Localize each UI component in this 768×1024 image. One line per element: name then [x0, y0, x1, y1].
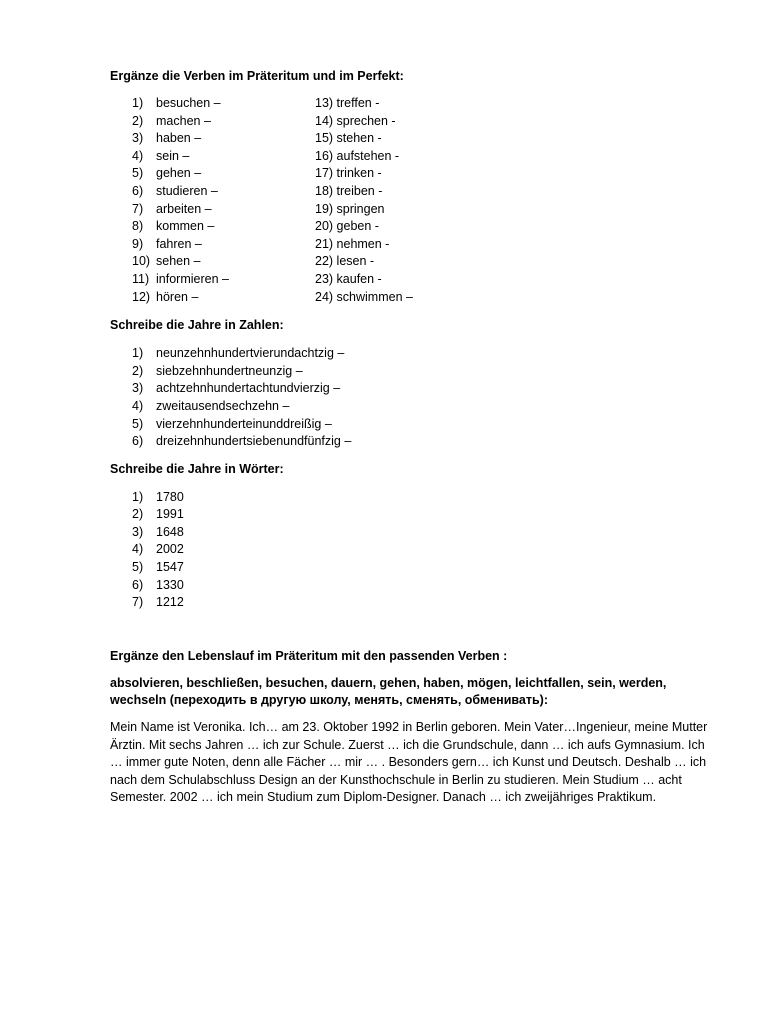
list-item — [110, 594, 710, 612]
verbs-list — [110, 95, 710, 306]
item-text: zweitausendsechzehn – — [156, 398, 290, 413]
verb-row — [110, 253, 710, 271]
verb-number: 2) — [132, 113, 144, 128]
verb-row — [110, 148, 710, 166]
verb-right: 17) trinken - — [315, 166, 382, 181]
verb-number: 7) — [132, 201, 144, 216]
verb-row — [110, 113, 710, 131]
list-item — [110, 506, 710, 524]
verb-text: studieren – — [156, 183, 218, 198]
item-number: 4) — [132, 542, 144, 557]
item-text: 1547 — [156, 560, 184, 575]
resume-heading: Ergänze den Lebenslauf im Präteritum mit den passenden Verben : — [110, 648, 508, 663]
verb-row — [110, 165, 710, 183]
item-number: 5) — [132, 416, 144, 431]
verb-row — [110, 289, 710, 307]
verb-number: 8) — [132, 219, 144, 234]
years-to-words-list — [110, 489, 710, 612]
item-text: 1330 — [156, 577, 184, 592]
resume-text: Mein Name ist Veronika. Ich… am 23. Oktober 1992 in Berlin geboren. Mein Vater…Ingenieur, meine Mutter Ärztin. Mit sechs Jahren … ich zur Schule. Zuerst … ich die Grundschule, dann … ich aufs Gymnasium. Ich … immer gute Noten, denn alle Fächer … mir … . Besonders gern… ich Kunst und Deutsch. Deshalb … ich nach dem Schulabschluss Design an der Kunsthochschule in Berlin zu studieren. Mein Studium … acht Semester. 2002 … ich mein Studium zum Diplom-Designer. Danach … ich zweijähriges Praktikum. — [110, 720, 708, 805]
list-item — [110, 559, 710, 577]
item-number: 3) — [132, 524, 144, 539]
item-text: achtzehnhundertachtundvierzig – — [156, 381, 341, 396]
list-item — [110, 577, 710, 595]
list-item — [110, 541, 710, 559]
item-number: 6) — [132, 434, 144, 449]
verb-right: 14) sprechen - — [315, 113, 396, 128]
verb-number: 12) — [132, 289, 151, 304]
verb-row — [110, 95, 710, 113]
years-to-words-heading: Schreibe die Jahre in Wörter: — [110, 461, 284, 476]
list-item — [110, 398, 710, 416]
verb-text: sehen – — [156, 254, 201, 269]
verb-right: 13) treffen - — [315, 96, 380, 110]
item-text: siebzehnhundertneunzig – — [156, 363, 303, 378]
verb-row — [110, 218, 710, 236]
verb-text: sein – — [156, 148, 190, 163]
verb-number: 5) — [132, 166, 144, 181]
verb-text: gehen – — [156, 166, 202, 181]
item-number: 6) — [132, 577, 144, 592]
item-text: 1991 — [156, 507, 184, 522]
verb-number: 3) — [132, 131, 144, 146]
verb-row — [110, 271, 710, 289]
verb-bank: absolvieren, beschließen, besuchen, dauern, gehen, haben, mögen, leichtfallen, sein, werden, wechseln (переходить в другую школу, менять, сменять, обменивать): — [110, 675, 667, 708]
item-number: 2) — [132, 507, 144, 522]
verb-number: 4) — [132, 148, 144, 163]
verb-text: machen – — [156, 113, 211, 128]
verb-text: informieren – — [156, 271, 229, 286]
verb-row — [110, 130, 710, 148]
list-item — [110, 433, 710, 451]
verb-row — [110, 201, 710, 219]
verb-right: 23) kaufen - — [315, 271, 382, 286]
item-text: vierzehnhunderteinunddreißig – — [156, 416, 332, 431]
list-item — [110, 380, 710, 398]
verb-text: haben – — [156, 131, 202, 146]
list-item — [110, 524, 710, 542]
verbs-heading: Ergänze die Verben im Präteritum und im Perfekt: — [110, 69, 404, 83]
verb-right: 19) springen — [315, 201, 385, 216]
verb-right: 22) lesen - — [315, 254, 375, 269]
item-number: 7) — [132, 595, 144, 610]
item-number: 3) — [132, 381, 144, 396]
verb-row — [110, 236, 710, 254]
document-page — [110, 68, 710, 807]
verb-right: 18) treiben - — [315, 183, 383, 198]
verb-row — [110, 183, 710, 201]
years-to-numbers-heading: Schreibe die Jahre in Zahlen: — [110, 318, 284, 333]
verb-right: 24) schwimmen – — [315, 289, 413, 304]
verb-text: besuchen – — [156, 96, 221, 110]
verb-number: 1) — [132, 96, 144, 110]
verb-right: 16) aufstehen - — [315, 148, 400, 163]
verb-number: 10) — [132, 254, 151, 269]
verb-text: hören – — [156, 289, 199, 304]
verb-right: 21) nehmen - — [315, 236, 390, 251]
item-text: 2002 — [156, 542, 184, 557]
verb-right: 15) stehen - — [315, 131, 382, 146]
list-item — [110, 345, 710, 363]
verb-number: 9) — [132, 236, 144, 251]
item-number: 5) — [132, 560, 144, 575]
verb-number: 6) — [132, 183, 144, 198]
item-number: 1) — [132, 489, 144, 504]
item-text: neunzehnhundertvierundachtzig – — [156, 346, 345, 361]
verb-text: arbeiten – — [156, 201, 212, 216]
item-text: 1212 — [156, 595, 184, 610]
item-number: 4) — [132, 398, 144, 413]
list-item — [110, 363, 710, 381]
verb-text: fahren – — [156, 236, 202, 251]
item-number: 1) — [132, 346, 144, 361]
verb-right: 20) geben - — [315, 219, 379, 234]
verb-number: 11) — [132, 271, 150, 286]
years-to-numbers-list — [110, 345, 710, 451]
verb-text: kommen – — [156, 219, 215, 234]
list-item — [110, 489, 710, 507]
list-item — [110, 416, 710, 434]
item-text: 1648 — [156, 524, 184, 539]
item-number: 2) — [132, 363, 144, 378]
item-text: dreizehnhundertsiebenundfünfzig – — [156, 434, 352, 449]
item-text: 1780 — [156, 489, 184, 504]
